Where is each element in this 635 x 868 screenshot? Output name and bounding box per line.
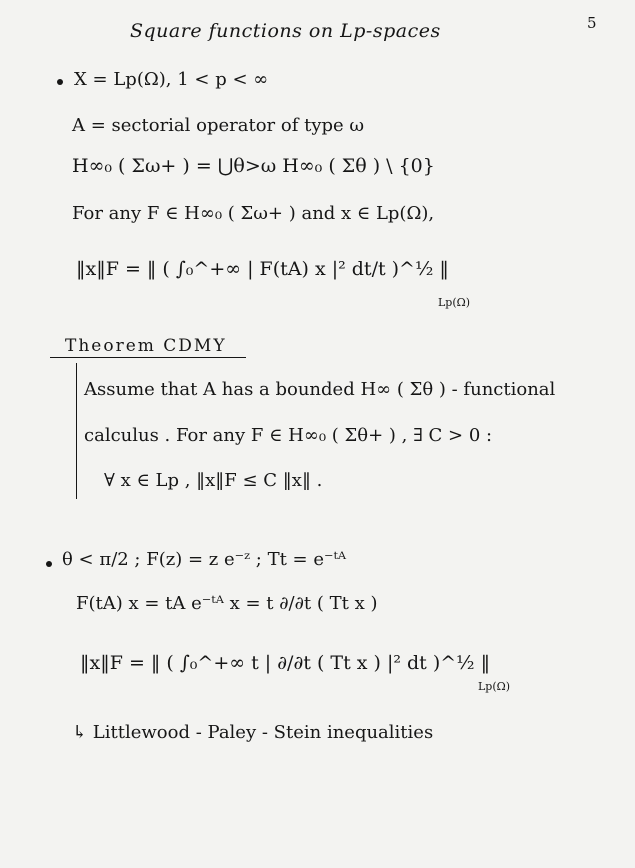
example-square-function-norm: ‖x‖F = ‖ ( ∫₀^+∞ t | ∂/∂t ( Tt x ) |² dt )^½ ‖: [80, 652, 491, 674]
page-number: 5: [587, 14, 597, 32]
example-norm-subscript: Lp(Ω): [478, 680, 511, 693]
setup-square-function-norm: ‖x‖F = ‖ ( ∫₀^+∞ | F(tA) x |² dt/t )^½ ‖: [76, 258, 449, 280]
theorem-line-2: calculus . For any F ∈ H∞₀ ( Σθ+ ) , ∃ C > 0 :: [84, 425, 493, 446]
theorem-heading-underline: [50, 357, 246, 358]
example-definitions-line: θ < π/2 ; F(z) = z e⁻ᶻ ; Tt = e⁻ᵗᴬ: [62, 549, 347, 570]
page-title: Square functions on Lp-spaces: [130, 20, 441, 42]
theorem-left-bar: [76, 363, 77, 499]
theorem-heading: Theorem CDMY: [65, 336, 227, 356]
theorem-line-1: Assume that A has a bounded H∞ ( Σθ ) - functional: [84, 379, 556, 400]
setup-h-infinity-definition: H∞₀ ( Σω+ ) = ⋃θ>ω H∞₀ ( Σθ ) \ {0}: [72, 155, 435, 177]
setup-operator-line: A = sectorial operator of type ω: [72, 115, 365, 136]
bullet-setup: [57, 79, 63, 85]
conclusion-line: ↳ Littlewood - Paley - Stein inequalities: [72, 722, 434, 743]
theorem-line-3: ∀ x ∈ Lp , ‖x‖F ≤ C ‖x‖ .: [104, 470, 323, 491]
setup-norm-subscript: Lp(Ω): [438, 296, 471, 309]
bullet-example: [46, 561, 52, 567]
setup-for-any-line: For any F ∈ H∞₀ ( Σω+ ) and x ∈ Lp(Ω),: [72, 203, 435, 224]
example-identity-line: F(tA) x = tA e⁻ᵗᴬ x = t ∂/∂t ( Tt x ): [76, 593, 378, 614]
setup-space-line: X = Lp(Ω), 1 < p < ∞: [74, 69, 269, 90]
